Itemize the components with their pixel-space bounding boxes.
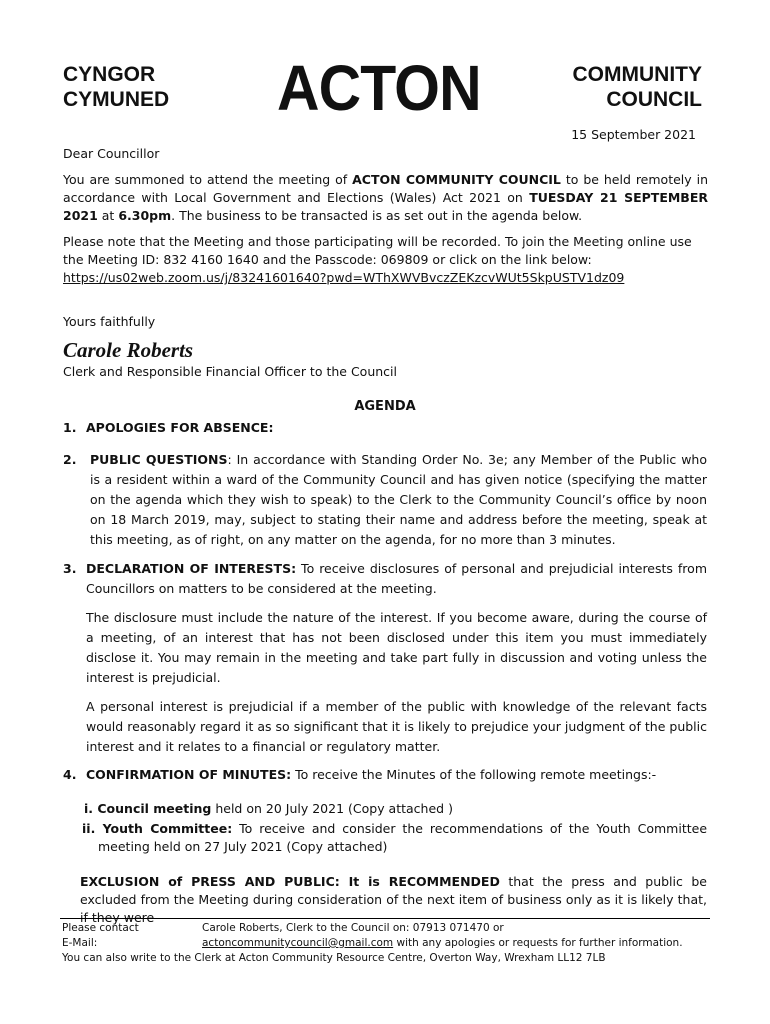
header-left-line1: CYNGOR	[63, 63, 156, 86]
footer-email-label: E-Mail:	[62, 937, 98, 949]
item2-public-questions	[90, 450, 707, 550]
letter-date: 15 September 2021	[571, 127, 696, 142]
signature: Carole Roberts	[63, 338, 194, 362]
item3-declaration	[86, 559, 707, 599]
subitem-i-title: i. Council meeting	[84, 801, 212, 816]
footer-contact-text: Carole Roberts, Clerk to the Council on: 07913 071470 or	[202, 922, 504, 934]
recording-notice: Please note that the Meeting and those participating will be recorded. To join the Meeting online use the Meeting ID: 832 4160 1640 and the Passcode: 069809 or click on the link below:	[63, 234, 692, 267]
footer-email-link[interactable]: actoncommunitycouncil@gmail.com	[202, 937, 394, 949]
subitem-i-text: held on 20 July 2021 (Copy attached )	[211, 801, 453, 816]
item-number: 4.	[63, 767, 77, 782]
closing: Yours faithfully	[63, 314, 156, 329]
salutation: Dear Councillor	[63, 146, 160, 161]
footer-contact-label: Please contact	[62, 922, 139, 934]
header-right-line1: COMMUNITY	[572, 63, 702, 86]
council-logo-title: ACTON	[277, 52, 481, 124]
item2-text: : In accordance with Standing Order No. 3e; any Member of the Public who is a resident within a ward of the Community Council and has given notice (specifying the matter on the agenda which they wish to speak) to the Clerk to the Community Council’s office by noon on 18 March 2019, may, subject to stating their name and address before the meeting, speak at this meeting, as of right, on any matter on the agenda, for no more than 3 minutes.	[90, 452, 707, 547]
council-name-welsh	[63, 62, 169, 112]
council-name-english	[573, 62, 703, 112]
item4-title: CONFIRMATION OF MINUTES:	[86, 767, 292, 782]
item1-title: APOLOGIES FOR ABSENCE:	[86, 420, 274, 435]
summons-text: You are summoned to attend the meeting of	[63, 172, 353, 187]
summons-text: at	[97, 208, 119, 223]
item4-subitem-ii	[82, 820, 707, 856]
agenda-title: AGENDA	[354, 399, 416, 414]
header-left-line2: CYMUNED	[63, 88, 170, 111]
item-number: 2.	[63, 452, 77, 467]
item4-subitem-i	[84, 800, 707, 818]
item-number: 1.	[63, 420, 77, 435]
summons-paragraph	[63, 171, 708, 225]
footer-email-suffix: with any apologies or requests for further information.	[393, 937, 683, 949]
summons-text: to be held remotely in accordance with Local Government and Elections (Wales) Act 2021 on	[63, 172, 708, 205]
summons-text: . The business to be transacted is as set out in the agenda below.	[171, 208, 583, 223]
exclusion-text: that the press and public be excluded from the Meeting during consideration of the next item of business only as it is likely that, if they were	[80, 874, 707, 925]
zoom-link[interactable]: https://us02web.zoom.us/j/83241601640?pwd=WThXWVBvczZEKzcvWUt5SkpUSTV1dz09	[63, 270, 625, 285]
exclusion-title: EXCLUSION of PRESS AND PUBLIC: It is RECOMMENDED	[80, 874, 500, 889]
item4-minutes	[86, 765, 707, 785]
item3-prejudicial-paragraph: A personal interest is prejudicial if a member of the public with knowledge of the relevant facts would reasonably regard it as so significant that it is likely to prejudice your judgment of the public interest and it relates to a financial or regulatory matter.	[86, 699, 707, 754]
subitem-ii-title: ii. Youth Committee:	[82, 821, 233, 836]
footer-email-row	[202, 936, 683, 950]
footer-address: You can also write to the Clerk at Acton Community Resource Centre, Overton Way, Wrexham LL12 7LB	[62, 952, 606, 964]
subitem-ii-text: To receive and consider the recommendations of the Youth Committee meeting held on 27 July 2021 (Copy attached)	[98, 821, 708, 854]
meeting-date-bold: TUESDAY 21 SEPTEMBER 2021	[63, 190, 709, 223]
item3-disclosure-paragraph: The disclosure must include the nature of the interest. If you become aware, during the course of a meeting, of an interest that has not been disclosed under this item you must immediately disclose it. You may remain in the meeting and take part fully in discussion and voting unless the interest is prejudicial.	[86, 610, 707, 685]
clerk-role: Clerk and Responsible Financial Officer to the Council	[63, 364, 397, 379]
council-name-bold: ACTON COMMUNITY COUNCIL	[352, 172, 561, 187]
item4-text: To receive the Minutes of the following remote meetings:-	[291, 767, 657, 782]
item-number: 3.	[63, 561, 77, 576]
item3-title: DECLARATION OF INTERESTS:	[86, 561, 297, 576]
footer-divider	[60, 918, 710, 919]
item3-text: To receive disclosures of personal and prejudicial interests from Councillors on matters to be considered at the meeting.	[86, 561, 707, 596]
header-right-line2: COUNCIL	[606, 88, 702, 111]
item2-title: PUBLIC QUESTIONS	[90, 452, 228, 467]
meeting-time-bold: 6.30pm	[118, 208, 172, 223]
